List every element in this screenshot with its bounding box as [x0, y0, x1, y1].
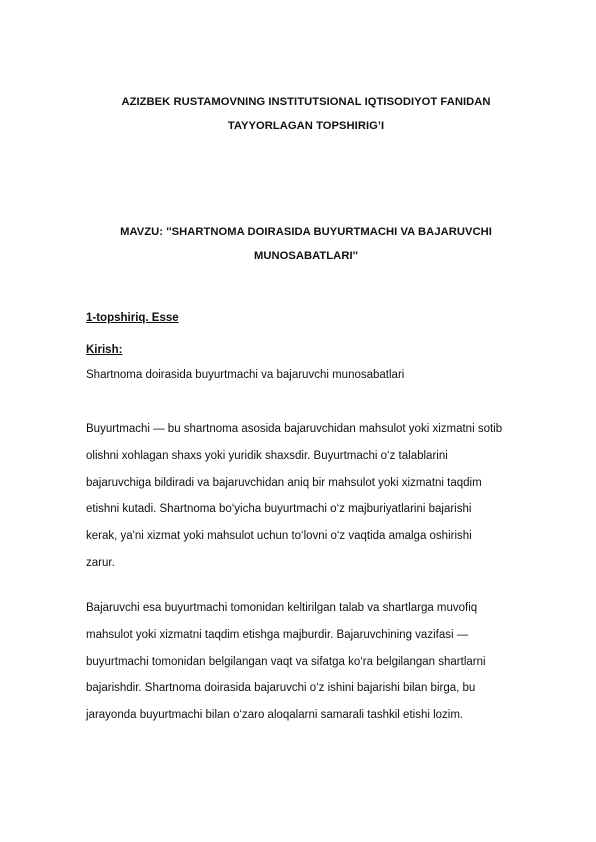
topic-line: MUNOSABATLARI'' [253, 250, 359, 262]
paragraph-line: jarayonda buyurtmachi bilan o‘zaro aloqalarni samarali tashkil etishi lozim. [86, 709, 464, 722]
paragraph-line: mahsulot yoki xizmatni taqdim etishga majburdir. Bajaruvchining vazifasi — [86, 628, 469, 641]
body-paragraph [86, 416, 546, 577]
paragraph-line: bajarishdir. Shartnoma doirasida bajaruvchi o‘z ishini bajarishi bilan birga, bu [86, 682, 476, 695]
paragraph-line: kerak, ya'ni xizmat yoki mahsulot uchun to‘lovni o‘z vaqtida amalga oshirishi [86, 530, 472, 543]
paragraph-line: zarur. [86, 556, 115, 569]
paragraph-line: Bajaruvchi esa buyurtmachi tomonidan keltirilgan talab va shartlarga muvofiq [86, 602, 478, 614]
body-paragraph [86, 595, 546, 729]
topic-line: MAVZU: ''SHARTNOMA DOIRASIDA BUYURTMACHI VA BAJARUVCHI [120, 226, 492, 238]
paragraph-line: bajaruvchiga bildiradi va bajaruvchidan aniq bir mahsulot yoki xizmatni taqdim [86, 476, 482, 489]
paragraph-line: buyurtmachi tomonidan belgilangan vaqt va sifatga ko‘ra belgilangan shartlarni [86, 655, 486, 668]
title-line: TAYYORLAGAN TOPSHIRIG’I [227, 120, 385, 132]
intro-heading: Kirish: [86, 344, 123, 356]
paragraph-line: etishni kutadi. Shartnoma bo‘yicha buyurtmachi o‘z majburiyatlarini bajarishi [86, 503, 472, 516]
paragraph-line: Buyurtmachi — bu shartnoma asosida bajaruvchidan mahsulot yoki xizmatni sotib [86, 423, 503, 435]
title-line: AZIZBEK RUSTAMOVNING INSTITUTSIONAL IQTISODIYOT FANIDAN [121, 96, 491, 108]
intro-text: Shartnoma doirasida buyurtmachi va bajaruvchi munosabatlari [86, 369, 405, 381]
document-title [86, 90, 526, 138]
paragraph-line: olishni xohlagan shaxs yoki yuridik shaxsdir. Buyurtmachi o‘z talablarini [86, 449, 448, 462]
task-heading: 1-topshiriq. Esse [86, 312, 179, 324]
document-topic [86, 220, 526, 268]
